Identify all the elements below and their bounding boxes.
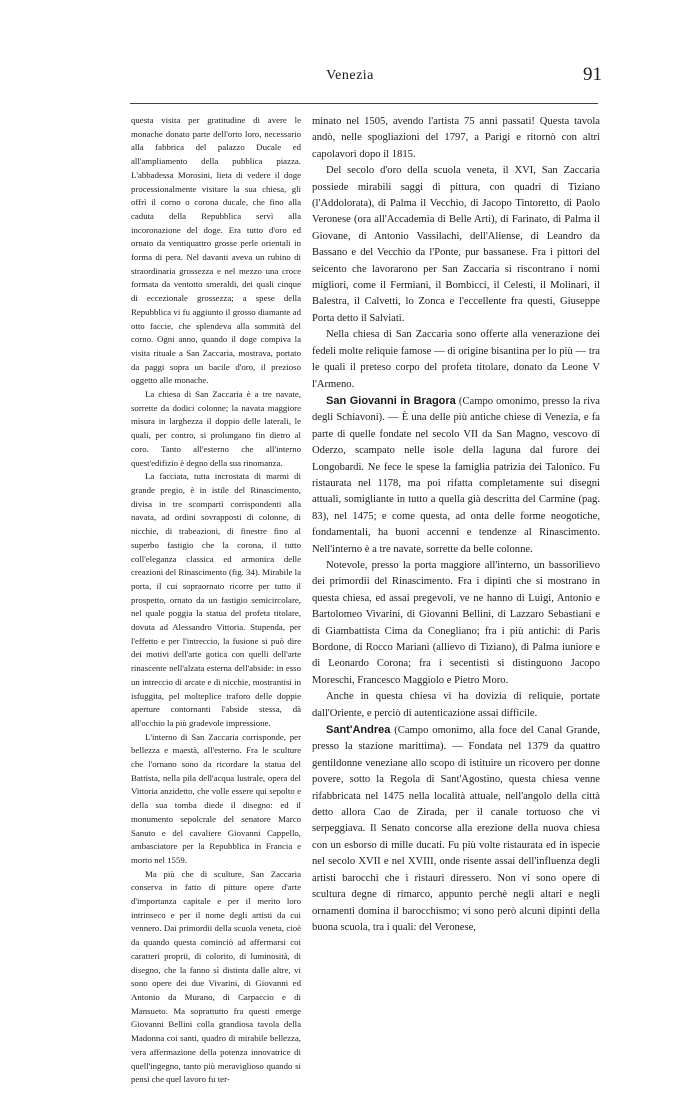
paragraph	[312, 689, 600, 722]
paragraph	[131, 114, 301, 388]
paragraph-text: (Campo omonimo, presso la riva degli Schiavoni). — È una delle più antiche chiese di Venezia, e fa parte di quelle fondate nel secolo VII da San Magno, vescovo di Oderzo, scampato nelle isole della laguna dal furore dei Longobardi. Ne fece le spese la famiglia patrizia dei Talonico. Fu ristaurata nel 1178, ma poi rifatta completamente sui disegni attuali, somigliante in tutto a quella già descritta del Carmine (pag. 83), nel 1475; e come questa, ad onta delle forme neogotiche, fondamentali, ha buoni accenni e tendenze al Rinascimento. Nell'interno è a tre navate, sorrette da belle colonne.	[312, 395, 600, 555]
paragraph-text: L'interno di San Zaccaria corrisponde, per bellezza e maestà, all'esterno. Fra le sculture che l'ornano sono da ricordare la statua del Battista, nella pila dell'acqua lustrale, opera del Vittoria anzidetto, che volle essere qui sepolto e della sua tomba diede il disegno: ed il monumento sepolcrale del senatore Marco Sanuto e del cavaliere Giovanni Cappello, ambasciatore per la Repubblica in Francia e morto nel 1559.	[131, 731, 301, 865]
paragraph	[312, 327, 600, 393]
paragraph-text: questa visita per gratitudine di avere le monache donato parte dell'orto loro, necessario alla fabbrica del palazzo Ducale ed all'ampliamento della pubblica piazza. L'abbadessa Morosini, lieta di vedere il doge processionalmente visitare la sua chiesa, gli offrì il corno o corona ducale, che fino alla caduta della Repubblica servì alla incoronazione del doge. Era tutto d'oro ed ornato da ventiquattro grosse perle orientali in forma di pera. Nel davanti aveva un rubino di straordinaria grossezza e nel mezzo una croce formata da ventotto smeraldi, dei quali cinque di eccezionale grossezza; a spese della Repubblica vi fu aggiunto il grosso diamante ad otto faccie, che splendeva alla sommità del corno. Ogni anno, quando il doge compiva la visita rituale a San Zaccaria, mostrava, portato da paggi sopra un bacile d'oro, il prezioso oggetto alle monache.	[131, 115, 301, 386]
page-number: 91	[583, 64, 602, 85]
paragraph-text: La facciata, tutta incrostata di marmi di grande pregio, è in istile del Rinascimento, divisa in tre scompartì corrispondenti alla navata, ad ordini sovrapposti di colonne, di nicchie, di trabeazioni, di finestre fino al superbo fastigio che la corona, il tutto coll'eleganza classica ed armonica delle creazioni del Rinascimento (fig. 34). Mirabile la porta, il cui sopraornato ricorre per tutto il prospetto, ornato da un fastigio semicircolare, nel quale poggia la statua del profeta titolare, dovuta ad Alessandro Vittoria. Stupenda, per l'effetto e per l'intreccio, la fusione si può dire dei motivi dell'arte gotica con quelli dell'arte rinascente nell'alzata esterna dell'abside: in esso un intreccio di arcate e di nicchie, mostrantisi in isfuggita, pel molteplice traforo delle doppie aperture contornanti l'abside stessa, dà all'occhio la più gradevole impressione.	[131, 471, 302, 728]
paragraph-text: Del secolo d'oro della scuola veneta, il XVI, San Zaccaria possiede mirabili saggi di pittura, con quadri di Tiziano (l'Addolorata), di Palma il Vecchio, di Jacopo Tintoretto, di Paolo Veronese (ora all'Accademia di Belle Arti), di Farinato, di Palma il Giovane, di Antonio Vassilachi, dell'Aliense, di Leandro da Bassano e del Vecchio da l'Ponte, pur bassanese. Fra i pittori del seicento che lavorarono per San Zaccaria si riscontrano i nomi migliori, come il Fermiani, il Bombicci, il Celesti, il Molinari, il Balestra, il Calvetti, lo Zonca e l'eccellente fra questi, Giuseppe Porta detto il Salviati.	[312, 165, 600, 324]
paragraph-text: (Campo omonimo, alla foce del Canal Grande, presso la stazione marittima). — Fondata nel 1379 da quattro gentildonne veneziane allo scopo di istituire un ricovero per donne povere, sotto la Regola di Sant'Agostino, questa chiesa venne rifabbricata nel 1475 nella località attuale, nell'angolo della città detto allora Cao de Zirada, per il canale tortuoso che vi serpeggiava. Il Senato concorse alla erezione della nuova chiesa con un esborso di mille ducati. Fu più volte ristaurata ed in ispecie nel secolo XVII e nel XVIII, onde risente assai dell'influenza degli artisti barocchi che i ristauri diressero. Non vi sono opere di scultura degne di rimarco, appunto perchè negli altari e negli ornamenti domina il barocchismo; vi sono però alcuni dipinti della buona scuola, tra i quali: del Veronese,	[312, 725, 600, 933]
entry-heading: San Giovanni in Bragora	[326, 394, 456, 407]
paragraph	[312, 163, 600, 327]
paragraph-text: Ma più che di sculture, San Zaccaria conserva in fatto di pitture opere d'arte d'importanza capitale e per il merito loro intrinseco e per il nome degli artisti da cui vennero. Dai primordii della scuola veneta, cioè da quando questa cominciò ad affermarsi coi caratteri proprii, di colorito, di luminosità, di disegno, che la fanno sì distinta dalle altre, vi sono opere dei due Vivarini, di Giovanni ed Antonio da Murano, di Carpaccio e di Mansueto. Ma soprattutto fra questi emerge Giovanni Bellini colla grandiosa tavola della Madonna coi santi, quadro di mirabile bellezza, vera affermazione della potenza innovatrice di quell'ingegno, tanto più meraviglioso quando si pensi che quel lavoro fu ter-	[131, 868, 301, 1085]
running-title: Venezia	[326, 68, 374, 83]
header-rule	[130, 103, 598, 104]
paragraph-text: Notevole, presso la porta maggiore all'interno, un bassorilievo dei primordii del Rinascimento. Fra i dipinti che si mostrano in questa chiesa, ed assai pregevoli, ve ne hanno di Luigi, Antonio e Bartolomeo Vivarini, di Giovanni Bellini, di Lazzaro Sebastiani e di Giambattista Cima da Conegliano; fra i più antichi: di Paris Bordone, di Rocco Mariani (allievo di Tiziano), di Palma iuniore e di Leonardo Corona; fra i secentisti si distinguono Jacopo Moreschi, Francesco Maggiolo e Pietro Moro.	[312, 559, 600, 686]
paragraph-text: Anche in questa chiesa vi ha dovizia di reliquie, portate dall'Oriente, e perciò di autenticazione assai difficile.	[312, 691, 600, 719]
paragraph	[312, 722, 600, 936]
paragraph	[312, 558, 600, 689]
running-head	[0, 66, 700, 90]
paragraph-text: minato nel 1505, avendo l'artista 75 anni passati! Questa tavola andò, nelle spogliazioni del 1797, a Parigi e ritornò con altri capolavori dopo il 1815.	[312, 116, 600, 160]
left-column	[131, 114, 301, 1087]
entry-heading: Sant'Andrea	[326, 724, 391, 737]
paragraph	[312, 393, 600, 558]
paragraph	[312, 114, 600, 163]
paragraph	[131, 868, 301, 1087]
paragraph	[131, 388, 301, 470]
paragraph	[131, 470, 301, 730]
right-column	[312, 114, 600, 936]
paragraph-text: La chiesa di San Zaccaria è a tre navate, sorrette da dodici colonne; la navata maggiore misura in larghezza il doppio delle laterali, le quali, per contro, si prolungano fin dietro al coro. Tanto all'esterno che all'interno quest'edifizio è degno della sua rinomanza.	[131, 389, 301, 468]
paragraph-text: Nella chiesa di San Zaccaria sono offerte alla venerazione dei fedeli molte reliquie famose — di origine bisantina per lo più — tra le quali il preteso corpo del profeta titolare, donato da Leone V l'Armeno.	[312, 329, 600, 390]
paragraph	[131, 731, 301, 868]
